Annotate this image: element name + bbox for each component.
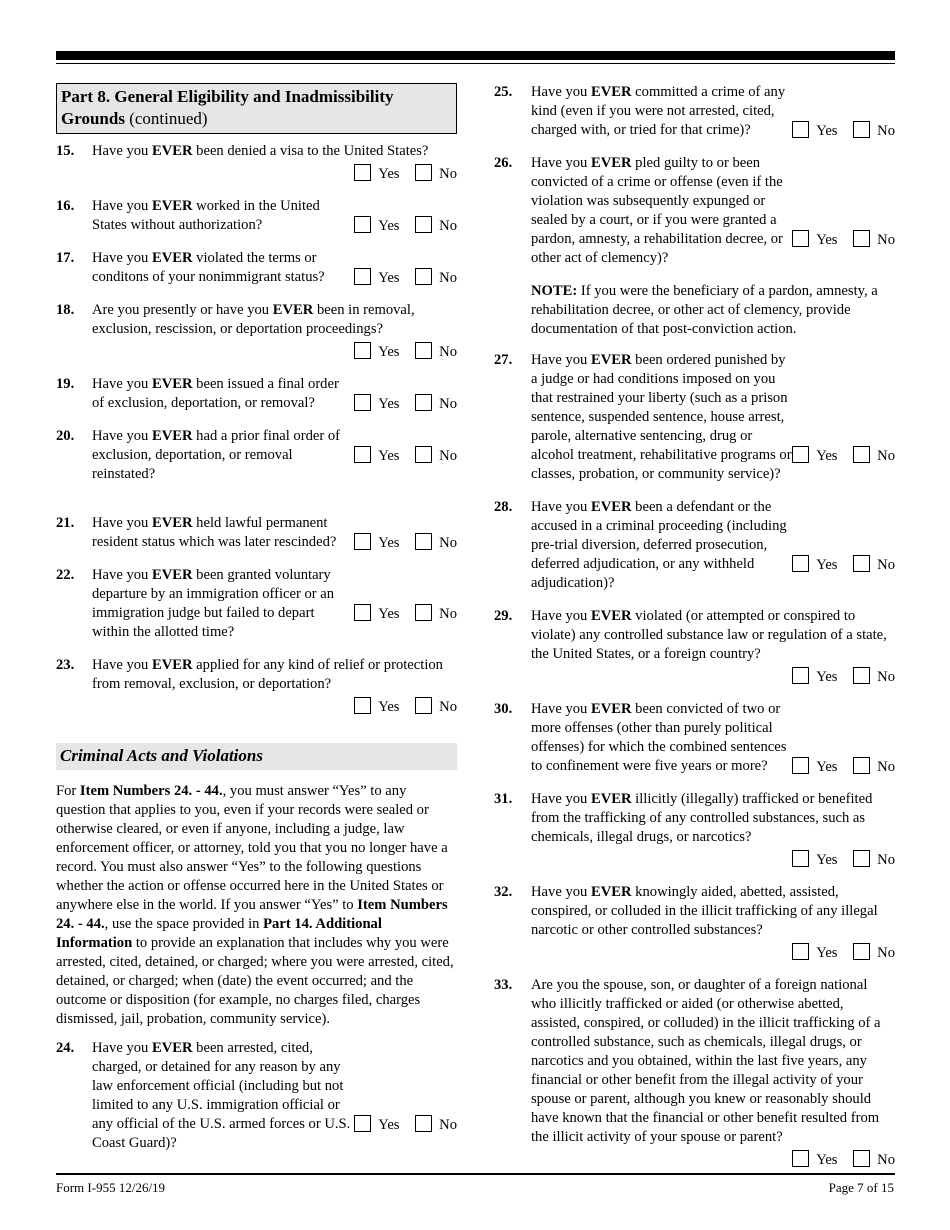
question-text: Have you — [531, 884, 591, 900]
instruction-text: For — [56, 783, 80, 799]
question-text: Have you — [92, 143, 152, 159]
question-text: been denied a visa to the United States? — [192, 143, 429, 159]
no-checkbox[interactable] — [415, 216, 432, 233]
yes-option[interactable] — [792, 1150, 837, 1170]
question-text: Have you — [531, 608, 591, 624]
yes-option[interactable] — [354, 164, 399, 184]
no-checkbox[interactable] — [415, 697, 432, 714]
ever-label: EVER — [272, 302, 314, 318]
no-label: No — [877, 123, 895, 139]
question-text: been granted voluntary departure by an immigration officer or an immigration judge but failed to depart within the allotted time? — [92, 567, 335, 640]
yes-no-group — [792, 121, 895, 140]
no-label: No — [439, 396, 457, 412]
question-text: been ordered punished by a judge or had conditions imposed on you that restrained your liberty (such as a prison sentence, suspended sentence, house arrest, parole, alternative sentencing, drug or alcohol treatment, rehabilitative programs or classes, probation, or community service)? — [531, 352, 792, 482]
no-checkbox[interactable] — [853, 757, 870, 774]
yes-no-group — [792, 757, 895, 776]
no-label: No — [439, 344, 457, 360]
no-label: No — [877, 232, 895, 248]
yes-option[interactable] — [354, 697, 399, 717]
question-28 — [494, 498, 895, 593]
question-24 — [56, 1039, 457, 1153]
ever-label: EVER — [151, 143, 193, 159]
question-text: Have you — [531, 155, 591, 171]
yes-no-group — [354, 533, 457, 552]
instruction-bold: Item Numbers 24. - 44. — [56, 897, 448, 932]
yes-checkbox[interactable] — [354, 1115, 371, 1132]
no-option[interactable] — [853, 446, 895, 466]
question-number: 29. — [494, 608, 513, 624]
yes-checkbox[interactable] — [354, 533, 371, 550]
no-label: No — [439, 1117, 457, 1133]
no-label: No — [877, 448, 895, 464]
yes-option[interactable] — [792, 667, 837, 687]
no-checkbox[interactable] — [853, 230, 870, 247]
yes-checkbox[interactable] — [354, 342, 371, 359]
question-number: 32. — [494, 884, 513, 900]
question-number: 24. — [56, 1040, 75, 1056]
instruction-text: , you must answer “Yes” to any question that applies to you, even if your records were sealed or otherwise cleared, or even if anyone, including a judge, law enforcement officer, or attorney, told you that you no longer have a record. You must also answer “Yes” to the following questions whether the action or offense occurred here in the United States or anywhere else in the world. If you answer “Yes” to — [56, 783, 448, 913]
no-label: No — [877, 945, 895, 961]
no-option[interactable] — [853, 757, 895, 777]
yes-option[interactable] — [354, 533, 399, 553]
yes-no-group — [92, 697, 457, 719]
yes-option[interactable] — [792, 230, 837, 250]
yes-checkbox[interactable] — [354, 216, 371, 233]
question-29 — [494, 607, 895, 689]
question-25 — [494, 83, 895, 140]
question-number: 21. — [56, 515, 75, 531]
ever-label: EVER — [590, 791, 632, 807]
yes-no-group — [354, 604, 457, 623]
question-text: applied for any kind of relief or protection from removal, exclusion, or deportation? — [92, 657, 443, 692]
question-text: Have you — [531, 499, 591, 515]
no-checkbox[interactable] — [415, 268, 432, 285]
question-number: 30. — [494, 701, 513, 717]
question-19 — [56, 375, 457, 413]
question-number: 16. — [56, 198, 75, 214]
yes-checkbox[interactable] — [792, 446, 809, 463]
part-heading-suffix: (continued) — [124, 109, 208, 128]
question-32 — [494, 883, 895, 965]
question-text: Have you — [92, 198, 152, 214]
no-checkbox[interactable] — [853, 943, 870, 960]
yes-label: Yes — [378, 1117, 400, 1133]
no-label: No — [877, 759, 895, 775]
question-text: Have you — [531, 791, 591, 807]
yes-option[interactable] — [354, 1115, 399, 1135]
yes-option[interactable] — [792, 943, 837, 963]
instruction-bold: Part 14. Additional Information — [56, 916, 382, 951]
yes-label: Yes — [816, 448, 838, 464]
yes-checkbox[interactable] — [354, 164, 371, 181]
no-checkbox[interactable] — [853, 850, 870, 867]
yes-no-group — [354, 1115, 457, 1134]
ever-label: EVER — [151, 198, 193, 214]
ever-label: EVER — [151, 515, 193, 531]
yes-label: Yes — [378, 396, 400, 412]
yes-option[interactable] — [354, 604, 399, 624]
ever-label: EVER — [590, 884, 632, 900]
question-22 — [56, 566, 457, 642]
question-text: Have you — [92, 428, 152, 444]
no-option[interactable] — [415, 1115, 457, 1135]
yes-label: Yes — [378, 344, 400, 360]
yes-label: Yes — [816, 669, 838, 685]
no-label: No — [439, 270, 457, 286]
question-15 — [56, 142, 457, 186]
question-16 — [56, 197, 457, 235]
yes-checkbox[interactable] — [792, 121, 809, 138]
yes-option[interactable] — [792, 555, 837, 575]
yes-label: Yes — [378, 218, 400, 234]
yes-checkbox[interactable] — [792, 943, 809, 960]
question-text: illicitly (illegally) trafficked or benefited from the trafficking of any controlled substances, such as chemicals, illegal drugs, or narcotics? — [531, 791, 873, 845]
question-number: 22. — [56, 567, 75, 583]
no-option[interactable] — [415, 394, 457, 414]
ever-label: EVER — [151, 250, 193, 266]
left-column — [56, 83, 457, 1153]
yes-label: Yes — [816, 557, 838, 573]
no-checkbox[interactable] — [853, 446, 870, 463]
yes-label: Yes — [378, 448, 400, 464]
question-text: held lawful permanent resident status which was later rescinded? — [92, 515, 337, 550]
no-option[interactable] — [415, 697, 457, 717]
yes-label: Yes — [816, 759, 838, 775]
no-label: No — [877, 1152, 895, 1168]
yes-no-group — [531, 1150, 895, 1172]
no-checkbox[interactable] — [853, 667, 870, 684]
no-label: No — [439, 535, 457, 551]
note-block — [494, 282, 895, 339]
yes-checkbox[interactable] — [792, 555, 809, 572]
question-26 — [494, 154, 895, 268]
question-text: been in removal, exclusion, rescission, or deportation proceedings? — [92, 302, 415, 337]
yes-option[interactable] — [792, 757, 837, 777]
question-number: 17. — [56, 250, 75, 266]
no-option[interactable] — [415, 446, 457, 466]
yes-no-group — [531, 667, 895, 689]
yes-no-group — [354, 394, 457, 413]
yes-checkbox[interactable] — [792, 667, 809, 684]
yes-checkbox[interactable] — [354, 697, 371, 714]
yes-checkbox[interactable] — [354, 394, 371, 411]
question-text: pled guilty to or been convicted of a crime or offense (even if the violation was subsequently expunged or sealed by a court, or if you were granted a pardon, amnesty, a rehabilitation decree, or other act of clemency)? — [531, 155, 783, 266]
yes-checkbox[interactable] — [792, 757, 809, 774]
no-checkbox[interactable] — [415, 446, 432, 463]
question-text: Have you — [92, 1040, 152, 1056]
question-text: Are you presently or have you — [92, 302, 273, 318]
question-text: Have you — [92, 515, 152, 531]
yes-no-group — [792, 230, 895, 249]
header-rule-thin — [56, 63, 895, 64]
no-checkbox[interactable] — [415, 604, 432, 621]
no-option[interactable] — [415, 216, 457, 236]
question-number: 27. — [494, 352, 513, 368]
yes-no-group — [354, 446, 457, 465]
ever-label: EVER — [151, 657, 193, 673]
yes-no-group — [92, 164, 457, 186]
note-text: If you were the beneficiary of a pardon, amnesty, a rehabilitation decree, or other act of clemency, provide documentation of that post-conviction action. — [531, 283, 878, 337]
yes-checkbox[interactable] — [792, 850, 809, 867]
no-checkbox[interactable] — [853, 1150, 870, 1167]
footer-rule — [56, 1173, 895, 1175]
question-number: 20. — [56, 428, 75, 444]
ever-label: EVER — [590, 155, 632, 171]
ever-label: EVER — [590, 499, 632, 515]
question-33 — [494, 976, 895, 1172]
question-number: 26. — [494, 155, 513, 171]
question-text: violated (or attempted or conspired to violate) any controlled substance law or regulation of a state, the United States, or a foreign country? — [531, 608, 887, 662]
yes-label: Yes — [816, 1152, 838, 1168]
no-label: No — [877, 557, 895, 573]
yes-no-group — [531, 850, 895, 872]
question-27 — [494, 351, 895, 484]
question-17 — [56, 249, 457, 287]
question-number: 28. — [494, 499, 513, 515]
no-option[interactable] — [853, 555, 895, 575]
no-label: No — [439, 166, 457, 182]
part-heading — [56, 83, 457, 134]
no-option[interactable] — [853, 943, 895, 963]
yes-option[interactable] — [354, 394, 399, 414]
question-text: Have you — [92, 567, 152, 583]
question-21 — [56, 514, 457, 552]
question-text: Have you — [531, 84, 591, 100]
ever-label: EVER — [151, 1040, 193, 1056]
ever-label: EVER — [590, 352, 632, 368]
ever-label: EVER — [590, 701, 632, 717]
yes-option[interactable] — [354, 342, 399, 362]
no-label: No — [439, 699, 457, 715]
question-number: 19. — [56, 376, 75, 392]
question-text: Have you — [92, 250, 152, 266]
yes-checkbox[interactable] — [354, 604, 371, 621]
no-option[interactable] — [853, 230, 895, 250]
question-text: violated the terms or conditons of your nonimmigrant status? — [92, 250, 325, 285]
question-text: committed a crime of any kind (even if you were not arrested, cited, charged with, or tried for that crime)? — [531, 84, 786, 138]
yes-checkbox[interactable] — [354, 268, 371, 285]
question-number: 18. — [56, 302, 75, 318]
yes-option[interactable] — [354, 268, 399, 288]
yes-checkbox[interactable] — [792, 230, 809, 247]
yes-label: Yes — [378, 166, 400, 182]
no-label: No — [877, 669, 895, 685]
no-option[interactable] — [853, 1150, 895, 1170]
question-text: been issued a final order of exclusion, deportation, or removal? — [92, 376, 339, 411]
yes-label: Yes — [816, 852, 838, 868]
yes-option[interactable] — [354, 216, 399, 236]
no-checkbox[interactable] — [853, 121, 870, 138]
no-label: No — [877, 852, 895, 868]
question-text: been convicted of two or more offenses (other than purely political offenses) for which the combined sentences to confinement were five years or more? — [531, 701, 787, 774]
no-option[interactable] — [853, 850, 895, 870]
no-checkbox[interactable] — [415, 533, 432, 550]
yes-label: Yes — [816, 945, 838, 961]
question-text: been arrested, cited, charged, or detained for any reason by any law enforcement official (including but not limited to any U.S. immigration official or any official of the U.S. armed forces or U.S. Coast Guard)? — [92, 1040, 351, 1151]
no-checkbox[interactable] — [415, 1115, 432, 1132]
yes-no-group — [354, 216, 457, 235]
yes-label: Yes — [816, 232, 838, 248]
question-text: Have you — [531, 701, 591, 717]
no-option[interactable] — [415, 342, 457, 362]
question-text: had a prior final order of exclusion, deportation, or removal reinstated? — [92, 428, 341, 482]
question-18 — [56, 301, 457, 364]
header-rule — [56, 51, 895, 60]
ever-label: EVER — [151, 376, 193, 392]
yes-no-group — [354, 268, 457, 287]
instruction-bold: Item Numbers 24. - 44. — [79, 783, 223, 799]
question-23 — [56, 656, 457, 719]
yes-option[interactable] — [792, 121, 837, 141]
ever-label: EVER — [590, 608, 632, 624]
no-option[interactable] — [415, 604, 457, 624]
question-text: Are you the spouse, son, or daughter of a foreign national who illicitly trafficked or aided (or otherwise abetted, assisted, conspired, or colluded) in the illicit trafficking of a controlled substance, such as chemicals, illegal drugs, or narcotics and you obtained, within the last five years, any financial or other benefit from the illegal activity of your spouse or parent, although you knew or reasonably should have known that the financial or other benefit resulted from the illicit activity of your spouse or parent? — [531, 977, 881, 1145]
yes-no-group — [92, 342, 457, 364]
no-label: No — [439, 448, 457, 464]
no-label: No — [439, 606, 457, 622]
question-31 — [494, 790, 895, 872]
right-column — [494, 83, 895, 1172]
yes-label: Yes — [378, 699, 400, 715]
yes-option[interactable] — [354, 446, 399, 466]
ever-label: EVER — [151, 428, 193, 444]
question-number: 31. — [494, 791, 513, 807]
yes-checkbox[interactable] — [354, 446, 371, 463]
no-label: No — [439, 218, 457, 234]
no-option[interactable] — [853, 667, 895, 687]
yes-no-group — [531, 943, 895, 965]
no-checkbox[interactable] — [415, 394, 432, 411]
part-heading-bold: Part 8. General Eligibility and Inadmissibility — [61, 87, 394, 106]
no-checkbox[interactable] — [415, 342, 432, 359]
ever-label: EVER — [590, 84, 632, 100]
yes-checkbox[interactable] — [792, 1150, 809, 1167]
yes-label: Yes — [378, 535, 400, 551]
no-checkbox[interactable] — [415, 164, 432, 181]
question-text: been a defendant or the accused in a criminal proceeding (including pre-trial diversion, deferred prosecution, deferred adjudication, or any withheld adjudication)? — [531, 499, 787, 591]
yes-label: Yes — [378, 270, 400, 286]
no-checkbox[interactable] — [853, 555, 870, 572]
page-number: Page 7 of 15 — [828, 1180, 894, 1195]
part-heading-bold-2: Grounds — [61, 109, 125, 128]
question-number: 15. — [56, 143, 75, 159]
yes-no-group — [792, 555, 895, 574]
instruction-text: to provide an explanation that includes why you were arrested, cited, detained, or charged; where you were arrested, cited, detained, or charged; when (date) the event occurred; and the outcome or disposition (for example, no charges filed, charges dismissed, jail, probation, community service). — [56, 935, 454, 1027]
yes-no-group — [792, 446, 895, 465]
question-text: Have you — [531, 352, 591, 368]
note-label: NOTE: — [531, 283, 578, 299]
yes-label: Yes — [378, 606, 400, 622]
no-option[interactable] — [415, 533, 457, 553]
yes-option[interactable] — [792, 446, 837, 466]
question-text: Have you — [92, 657, 152, 673]
form-id: Form I-955 12/26/19 — [56, 1180, 166, 1195]
question-30 — [494, 700, 895, 776]
question-text: knowingly aided, abetted, assisted, conspired, or colluded in the illicit trafficking of any illegal narcotic or other controlled substances? — [531, 884, 878, 938]
no-option[interactable] — [415, 268, 457, 288]
yes-label: Yes — [816, 123, 838, 139]
ever-label: EVER — [151, 567, 193, 583]
question-number: 33. — [494, 977, 513, 993]
criminal-instructions — [56, 782, 457, 1029]
instruction-text: , use the space provided in — [104, 916, 264, 932]
question-20 — [56, 427, 457, 484]
yes-option[interactable] — [792, 850, 837, 870]
question-text: Have you — [92, 376, 152, 392]
no-option[interactable] — [853, 121, 895, 141]
question-number: 23. — [56, 657, 75, 673]
criminal-section-heading: Criminal Acts and Violations — [56, 743, 457, 770]
no-option[interactable] — [415, 164, 457, 184]
question-number: 25. — [494, 84, 513, 100]
question-text: worked in the United States without authorization? — [92, 198, 320, 233]
